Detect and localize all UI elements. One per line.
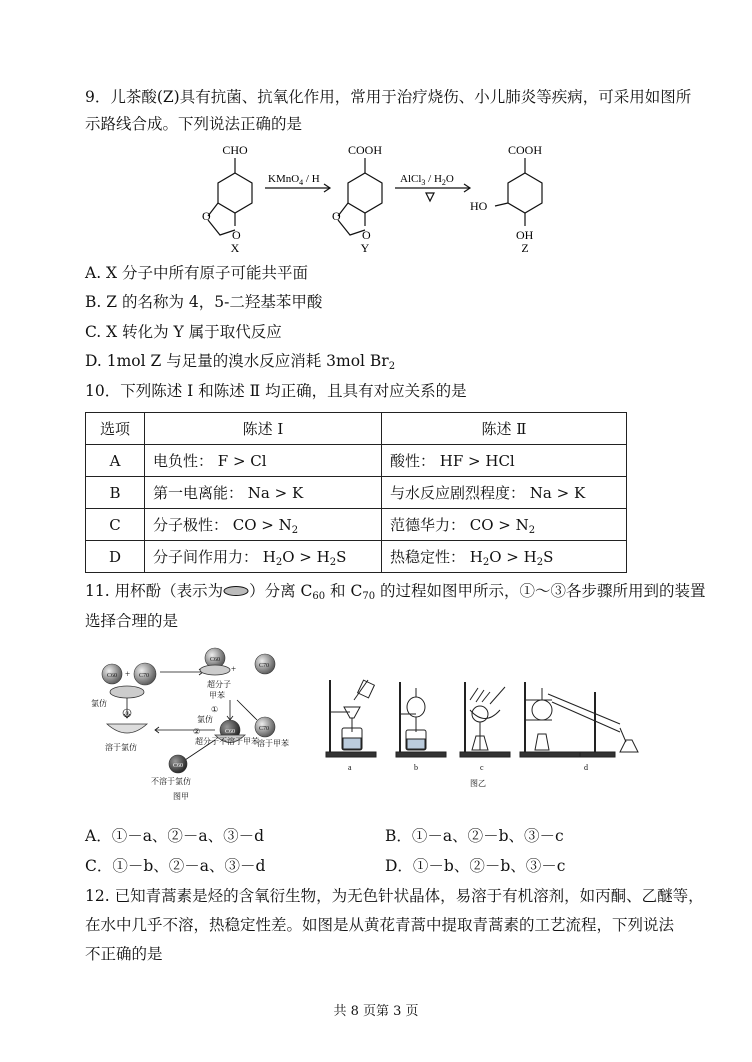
row-statement-1: 分子间作用力： $H_2O > H_2S$ [145,541,382,573]
q9-option-c: C. X 转化为 Y 属于取代反应 [85,323,282,341]
row-option: B [86,477,145,509]
q11-option-d: D．①－b、②－b、③－c [385,857,566,875]
q9-option-a: A. X 分子中所有原子可能共平面 [85,264,309,282]
row-option: D [86,541,145,573]
page-footer: 共 8 页第 3 页 [333,1004,419,1019]
row-statement-2: 酸性： HF > HCl [382,445,627,477]
figure-yi [320,652,650,792]
q9-option-d: D. 1mol Z 与足量的溴水反应消耗 3mol $Br_2$ [85,352,396,372]
q11-option-a: A．①－a、②－a、③－d [85,827,265,845]
insoluble-chloroform-label: 不溶于氯仿 [151,777,191,786]
q9-stem-line1: 9．儿茶酸(Z)具有抗菌、抗氧化作用，常用于治疗烧伤、小儿肺炎等疾病，可采用如图所 [85,88,692,106]
c60-label: C60 [107,673,118,679]
y-oxygen-2: O [362,228,371,242]
step2-marker: ② [193,727,201,736]
z-hydroxy-2: OH [516,228,534,242]
step3-marker: ③ [125,712,130,717]
reagent-2: AlCl$_3$ / $H_2O$ [400,173,454,187]
supra-label: 超分子 [207,680,231,689]
label-x: X [230,241,240,255]
x-oxygen-2: O [232,228,241,242]
z-hydroxy-1: HO [470,199,488,213]
header-statement-1: 陈述 Ⅰ [145,413,382,445]
label-z: Z [521,241,529,255]
figure-jia [85,642,315,802]
apparatus-b-label: b [414,763,418,772]
c70-label: C70 [259,726,270,732]
c60-label: C60 [210,657,221,663]
q12-stem-line1: 12. 已知青蒿素是烃的含氧衍生物，为无色针状晶体，易溶于有机溶剂，如丙酮、乙醚等， [85,887,704,905]
q11-stem-line1: 11. 用杯酚（表示为 ）分离 $C_{60}$ 和 $C_{70}$ 的过程如图甲所示，①～③各步骤所用到的装置 [85,582,706,602]
c70-label: C70 [259,663,270,669]
z-substituent: COOH [507,143,543,157]
chloroform-label: 氯仿 [91,699,107,708]
apparatus-a-label: a [348,763,352,772]
q11-option-b: B．①－a、②－b、③－c [385,827,564,845]
row-statement-2: 范德华力： CO > $N_2$ [382,509,627,541]
table-header-row [86,413,627,445]
table-row [86,445,627,477]
chloroform-label-2: 氯仿 [197,715,213,724]
row-statement-1: 第一电离能： Na > K [145,477,382,509]
y-substituent: COOH [347,143,383,157]
figure-yi-caption: 图乙 [470,779,486,788]
table-row [86,541,627,573]
c70-label: C70 [139,673,150,679]
apparatus-d-label: d [584,763,588,772]
q10-stem: 10．下列陈述 Ⅰ 和陈述 Ⅱ 均正确，且具有对应关系的是 [85,382,467,400]
row-statement-1: 电负性： F > Cl [145,445,382,477]
q9-option-b: B. Z 的名称为 4，5-二羟基苯甲酸 [85,293,323,311]
plus-sign: + [125,669,131,679]
q11-option-c: C．①－b、②－a、③－d [85,857,266,875]
q12-stem-line2: 在水中几乎不溶，热稳定性差。如图是从黄花青蒿中提取青蒿素的工艺流程，下列说法 [85,916,675,934]
q9-reaction-scheme [190,138,570,256]
apparatus-c-label: c [480,763,484,772]
row-option: C [86,509,145,541]
reagent-1: KMnO$_4$ / H [268,173,320,187]
z-benzene-ring [508,173,542,213]
c60-label: C60 [225,729,236,735]
step1-marker: ① [211,705,219,714]
row-option: A [86,445,145,477]
x-benzene-ring [218,173,252,213]
header-statement-2: 陈述 Ⅱ [382,413,627,445]
table-row [86,477,627,509]
x-substituent: CHO [222,143,248,157]
figure-jia-caption: 图甲 [173,792,189,801]
row-statement-2: 热稳定性： $H_2O > H_2S$ [382,541,627,573]
header-option: 选项 [86,413,145,445]
y-benzene-ring [348,173,382,213]
toluene-label: 甲苯 [209,691,225,700]
row-statement-2: 与水反应剧烈程度： Na > K [382,477,627,509]
dissolve-chloroform-label: 溶于氯仿 [105,743,137,752]
q12-stem-line3: 不正确的是 [85,945,163,963]
supra-insoluble-label: 超分子不溶于甲苯 [195,737,259,746]
y-oxygen-1: O [332,209,341,223]
plus-sign: + [231,664,237,674]
label-y: Y [360,241,370,255]
q11-stem-line2: 选择合理的是 [85,612,179,630]
table-row [86,509,627,541]
q10-table [85,412,627,573]
x-oxygen-1: O [202,209,211,223]
row-statement-1: 分子极性： CO > $N_2$ [145,509,382,541]
c60-label: C60 [173,763,184,769]
calixarene-icon [223,585,249,597]
dissolve-toluene-label: 溶于甲苯 [257,739,289,748]
calixarene-bowl [110,686,144,698]
q9-stem-line2: 示路线合成。下列说法正确的是 [85,115,303,133]
dish-1 [107,724,147,733]
